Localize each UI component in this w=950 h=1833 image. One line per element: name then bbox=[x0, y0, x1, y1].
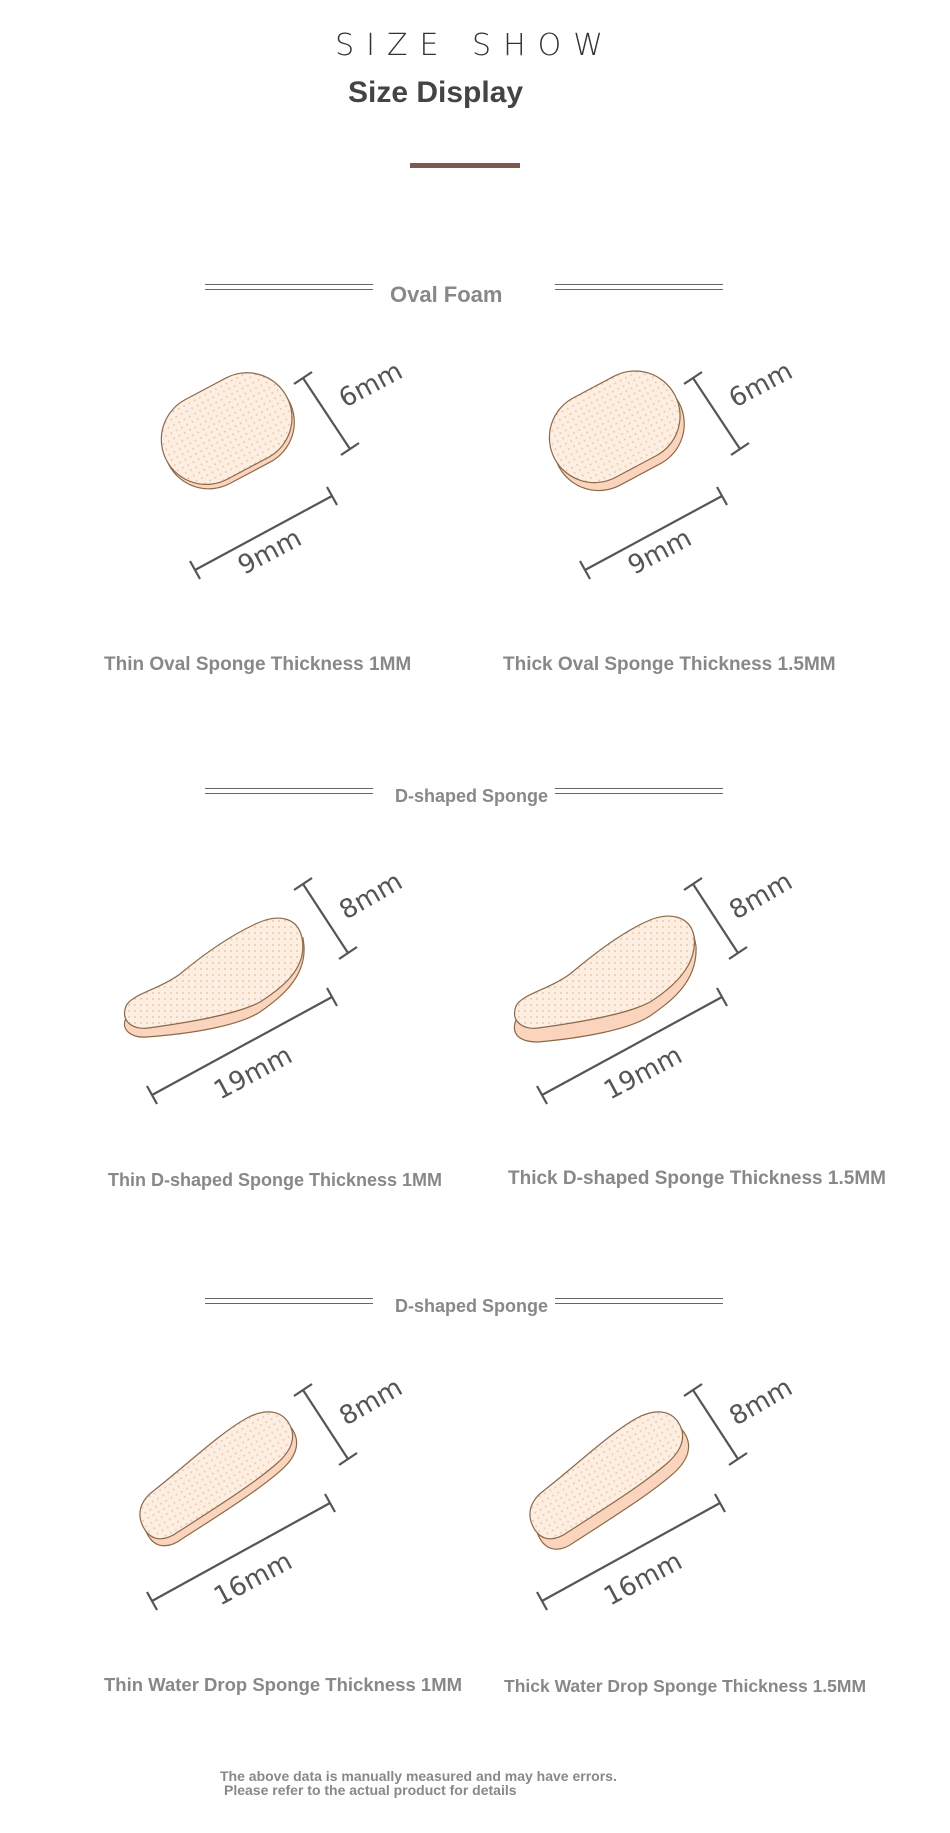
length-dimension-label: 16mm bbox=[599, 1546, 688, 1613]
length-dimension-label: 9mm bbox=[623, 523, 697, 582]
height-dimension-label: 8mm bbox=[724, 1372, 798, 1433]
oval-thick-sponge-illustration bbox=[530, 356, 830, 590]
water-drop-thin-sponge-shape bbox=[122, 1401, 312, 1553]
title-accent-bar bbox=[410, 163, 520, 168]
section-divider-left bbox=[205, 788, 373, 794]
water-drop-thick-sponge-illustration bbox=[510, 1372, 830, 1616]
section-title-d-shaped: D-shaped Sponge bbox=[395, 786, 549, 806]
d-thin-sponge-illustration bbox=[120, 866, 440, 1110]
d-thin-sponge-shape bbox=[124, 918, 304, 1037]
size-show-heading: SIZE SHOW bbox=[335, 28, 615, 63]
section-divider-right bbox=[555, 1298, 723, 1304]
length-dimension-label: 16mm bbox=[209, 1546, 298, 1613]
length-dimension-label: 19mm bbox=[599, 1040, 688, 1107]
caption-thin-water-drop: Thin Water Drop Sponge Thickness 1MM bbox=[104, 1674, 463, 1695]
d-thick-sponge-illustration bbox=[510, 866, 830, 1110]
disclaimer-line-2: Please refer to the actual product for details bbox=[224, 1782, 517, 1798]
height-dimension-label: 6mm bbox=[724, 356, 798, 415]
caption-thick-water-drop: Thick Water Drop Sponge Thickness 1.5MM bbox=[504, 1676, 867, 1696]
water-drop-thin-sponge-illustration bbox=[120, 1372, 440, 1616]
section-divider-left bbox=[205, 284, 373, 290]
oval-thin-sponge-illustration bbox=[140, 356, 440, 590]
caption-thick-d-shaped: Thick D-shaped Sponge Thickness 1.5MM bbox=[508, 1168, 886, 1189]
section-divider-right bbox=[555, 788, 723, 794]
caption-thin-d-shaped: Thin D-shaped Sponge Thickness 1MM bbox=[108, 1170, 443, 1190]
disclaimer-line-1: The above data is manually measured and may have errors. bbox=[220, 1768, 617, 1784]
length-dimension-label: 19mm bbox=[209, 1040, 298, 1107]
section-title-water-drop: D-shaped Sponge bbox=[395, 1296, 549, 1316]
height-dimension-label: 6mm bbox=[334, 356, 408, 415]
caption-thin-oval: Thin Oval Sponge Thickness 1MM bbox=[104, 654, 412, 675]
height-dimension-label: 8mm bbox=[334, 1372, 408, 1433]
water-drop-thick-sponge-shape bbox=[512, 1401, 704, 1556]
height-dimension-label: 8mm bbox=[334, 866, 408, 927]
height-dimension-label: 8mm bbox=[724, 866, 798, 927]
length-dimension-label: 9mm bbox=[233, 523, 307, 582]
oval-thick-sponge-shape bbox=[534, 355, 701, 506]
page-title: Size Display bbox=[348, 76, 524, 109]
section-title-oval-foam: Oval Foam bbox=[390, 282, 503, 307]
section-divider-left bbox=[205, 1298, 373, 1304]
section-divider-right bbox=[555, 284, 723, 290]
d-thick-sponge-shape bbox=[514, 916, 696, 1042]
caption-thick-oval: Thick Oval Sponge Thickness 1.5MM bbox=[503, 654, 836, 675]
oval-thin-sponge-shape bbox=[145, 357, 310, 505]
